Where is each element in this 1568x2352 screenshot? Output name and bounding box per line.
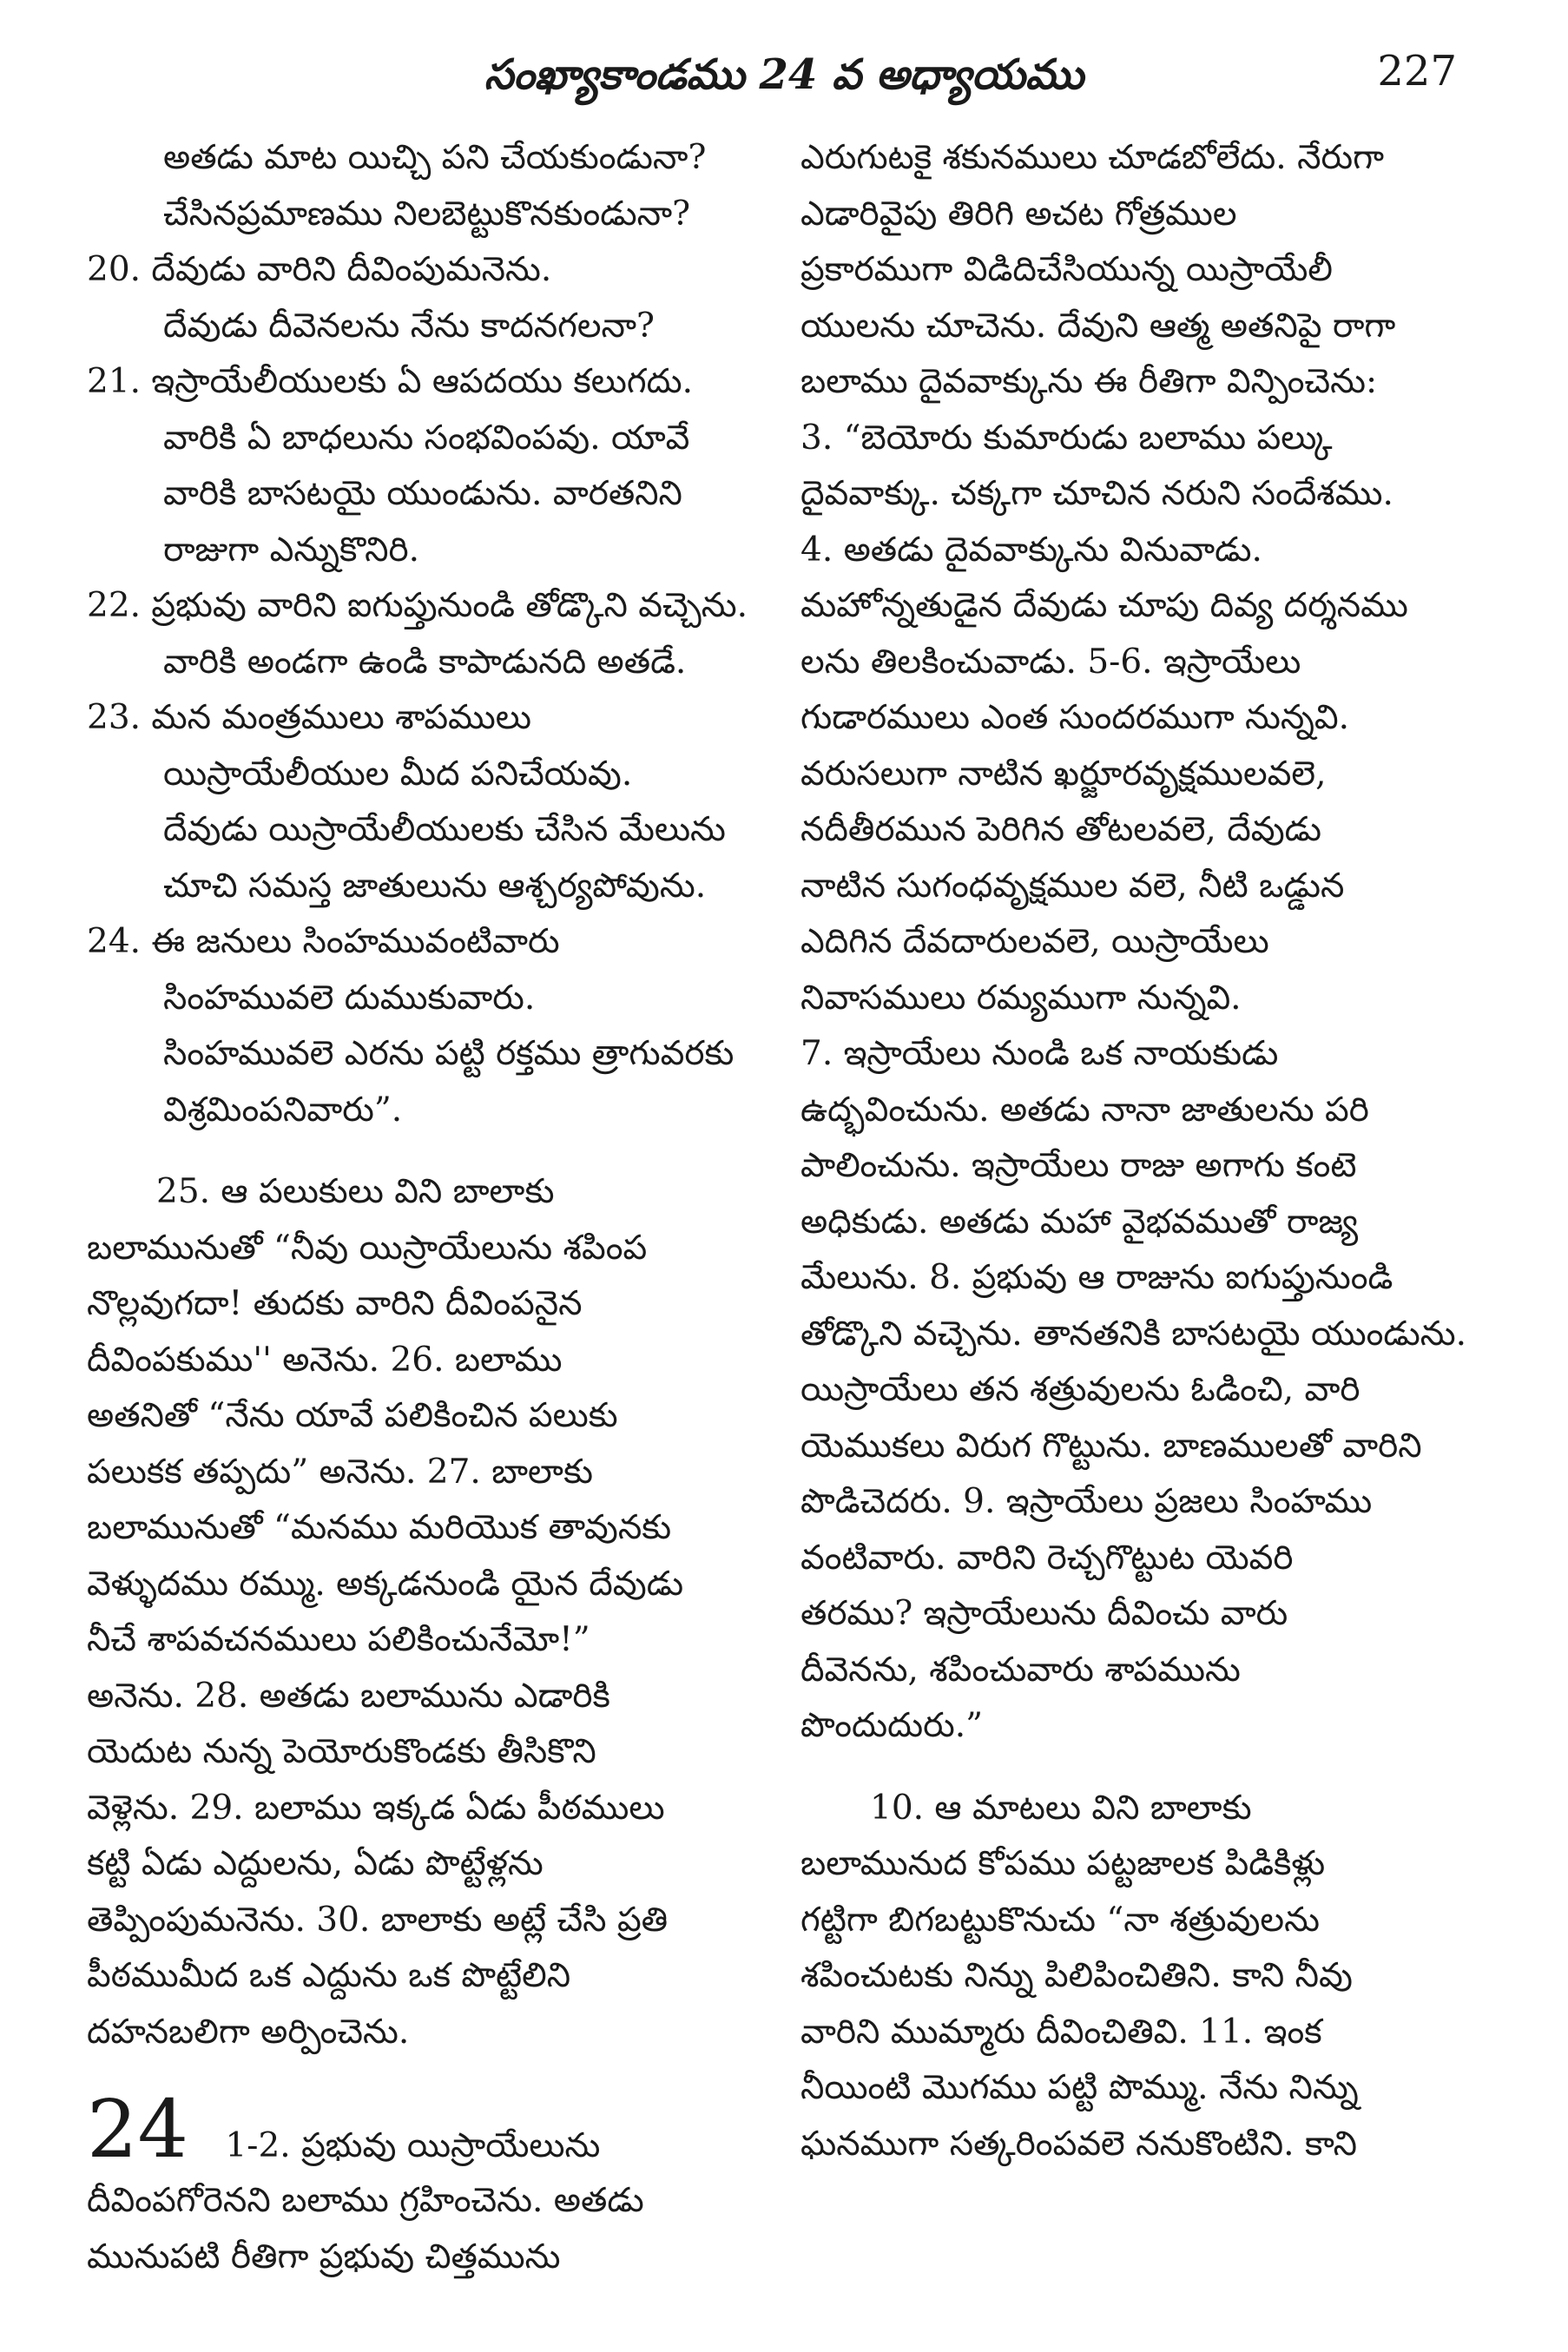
- prose-line: తరము? ఇస్రాయేలును దీవించు వారు: [800, 1594, 1288, 1633]
- running-head: [0, 35, 1568, 113]
- verse-line: రాజుగా ఎన్నుకొనిరి.: [163, 530, 420, 570]
- prose-line: 10. ఆ మాటలు విని బాలాకు: [870, 1788, 1252, 1828]
- prose-line: దీవింపకుము'' అనెను. 26. బలాము: [87, 1340, 563, 1380]
- prose-line: వంటివారు. వారిని రెచ్చగొట్టుట యెవరి: [800, 1538, 1294, 1578]
- prose-line: 4. అతడు దైవవాక్కును వినువాడు.: [800, 530, 1262, 570]
- page-number: 227: [1377, 47, 1457, 96]
- verse-line: వారికి బాసటయై యుండును. వారతనిని: [163, 474, 682, 513]
- verse-line: 20. దేవుడు వారిని దీవింపుమనెను.: [87, 250, 552, 289]
- prose-line: నదీతీరమున పెరిగిన తోటలవలె, దేవుడు: [800, 810, 1322, 849]
- verse-line: వారికి ఏ బాధలును సంభవింపవు. యావే: [163, 418, 690, 458]
- left-column: [87, 130, 764, 2285]
- paragraph-gap: [800, 1755, 1469, 1781]
- prose-line: పలుకక తప్పదు” అనెను. 27. బాలాకు: [87, 1452, 593, 1492]
- prose-line: పీఠముమీద ఒక ఎద్దును ఒక పొట్టేలిని: [87, 1956, 571, 1995]
- prose-line: అతనితో “నేను యావే పలికించిన పలుకు: [87, 1396, 618, 1435]
- prose-line: 7. ఇస్రాయేలు నుండి ఒక నాయకుడు: [800, 1034, 1279, 1073]
- verse-line: 21. ఇస్రాయేలీయులకు ఏ ఆపదయు కలుగదు.: [87, 362, 694, 401]
- prose-line: గట్టిగా బిగబట్టుకొనుచు “నా శత్రువులను: [800, 1900, 1320, 1940]
- prose-line: నొల్లవుగదా! తుదకు వారిని దీవింపనైన: [87, 1284, 583, 1323]
- prose-line: ఎరుగుటకై శకునములు చూడబోలేదు. నేరుగా: [800, 138, 1384, 177]
- prose-line: దహనబలిగా అర్పించెను.: [87, 2012, 410, 2052]
- verse-line: దేవుడు యిస్రాయేలీయులకు చేసిన మేలును: [163, 810, 726, 849]
- prose-line: దైవవాక్కు. చక్కగా చూచిన నరుని సందేశము.: [800, 474, 1393, 513]
- verse-line: వారికి అండగా ఉండి కాపాడునది అతడే.: [163, 642, 687, 682]
- prose-line: మేలును. 8. ప్రభువు ఆ రాజును ఐగుప్తునుండి: [800, 1258, 1393, 1297]
- prose-line: వెళ్ళుదము రమ్ము. అక్కడనుండి యైన దేవుడు: [87, 1564, 684, 1604]
- chapter-number: 24: [87, 2086, 189, 2173]
- prose-line: పొడిచెదరు. 9. ఇస్రాయేలు ప్రజలు సింహము: [800, 1482, 1373, 1521]
- paragraph-gap: [87, 1138, 764, 1164]
- prose-line: అధికుడు. అతడు మహా వైభవముతో రాజ్య: [800, 1202, 1359, 1242]
- prose-line: దీవెనను, శపించువారు శాపమును: [800, 1650, 1241, 1690]
- prose-line: పాలించును. ఇస్రాయేలు రాజు అగాగు కంటె: [800, 1146, 1357, 1185]
- right-column: [800, 130, 1469, 2172]
- prose-line: బలామునుతో “మనము మరియొక తావునకు: [87, 1508, 672, 1547]
- verse-line: 23. మన మంత్రములు శాపములు: [87, 698, 531, 737]
- prose-line: వారిని ముమ్మారు దీవించితివి. 11. ఇంక: [800, 2012, 1322, 2052]
- prose-line: 25. ఆ పలుకులు విని బాలాకు: [156, 1172, 555, 1211]
- prose-line: ఉద్భవించును. అతడు నానా జాతులను పరి: [800, 1090, 1369, 1130]
- running-title: సంఖ్యాకాండము 24 వ అధ్యాయము: [484, 50, 1084, 99]
- prose-line: అనెను. 28. అతడు బలామును ఎడారికి: [87, 1676, 610, 1716]
- prose-line: నీయింటి మొగము పట్టి పొమ్ము. నేను నిన్ను: [800, 2068, 1359, 2107]
- verse-line: సింహమువలె ఎరను పట్టి రక్తము త్రాగువరకు: [163, 1034, 735, 1073]
- prose-line: నివాసములు రమ్యముగా నున్నవి.: [800, 978, 1242, 1018]
- prose-line: వరుసలుగా నాటిన ఖర్జూరవృక్షములవలె,: [800, 754, 1327, 794]
- prose-line: యెముకలు విరుగ గొట్టును. బాణములతో వారిని: [800, 1426, 1422, 1466]
- verse-line: చూచి సమస్త జాతులును ఆశ్చర్యపోవును.: [163, 866, 707, 906]
- prose-line: మహోన్నతుడైన దేవుడు చూపు దివ్య దర్శనము: [800, 586, 1408, 625]
- verse-line: చేసినప్రమాణము నిలబెట్టుకొనకుండునా?: [163, 194, 691, 234]
- prose-line: బలామునుద కోపము పట్టజాలక పిడికిళ్లు: [800, 1844, 1326, 1883]
- prose-line: యెదుట నున్న పెయోరుకొండకు తీసికొని: [87, 1732, 596, 1771]
- prose-line: కట్టి ఏడు ఎద్దులను, ఏడు పొట్టేళ్లను: [87, 1844, 544, 1883]
- verse-line: యిస్రాయేలీయుల మీద పనిచేయవు.: [163, 754, 633, 794]
- prose-line: యులను చూచెను. దేవుని ఆత్మ అతనిపై రాగా: [800, 306, 1396, 346]
- prose-line: దీవింపగోరెనని బలాము గ్రహించెను. అతడు: [87, 2181, 644, 2220]
- prose-line: ఎదిగిన దేవదారులవలె, యిస్రాయేలు: [800, 922, 1269, 961]
- chapter-first-line: 1-2. ప్రభువు యిస్రాయేలును: [225, 2126, 601, 2165]
- prose-line: ప్రకారముగా విడిదిచేసియున్న యిస్రాయేలీ: [800, 250, 1333, 289]
- chapter-opening: [87, 2086, 764, 2173]
- prose-line: శపించుటకు నిన్ను పిలిపించితిని. కాని నీవు: [800, 1956, 1353, 1995]
- prose-line: తెప్పింపుమనెను. 30. బాలాకు అట్లే చేసి ప్రతి: [87, 1900, 669, 1940]
- prose-line: నీచే శాపవచనములు పలికించునేమో!”: [87, 1620, 590, 1659]
- verse-line: 22. ప్రభువు వారిని ఐగుప్తునుండి తోడ్కొని వచ్చెను.: [87, 586, 748, 625]
- prose-line: 3. “బెయోరు కుమారుడు బలాము పల్కు: [800, 418, 1333, 458]
- prose-line: యిస్రాయేలు తన శత్రువులను ఓడించి, వారి: [800, 1370, 1360, 1409]
- verse-line: అతడు మాట యిచ్చి పని చేయకుండునా?: [163, 138, 707, 177]
- verse-line: 24. ఈ జనులు సింహమువంటివారు: [87, 922, 560, 961]
- prose-line: మునుపటి రీతిగా ప్రభువు చిత్తమును: [87, 2237, 561, 2276]
- prose-line: లను తిలకించువాడు. 5-6. ఇస్రాయేలు: [800, 642, 1301, 682]
- prose-line: పొందుదురు.”: [800, 1706, 984, 1745]
- prose-line: ఘనముగా సత్కరింపవలె ననుకొంటిని. కాని: [800, 2124, 1357, 2164]
- verse-line: విశ్రమింపనివారు”.: [163, 1090, 403, 1130]
- prose-line: ఎడారివైపు తిరిగి అచట గోత్రముల: [800, 194, 1237, 234]
- verse-line: దేవుడు దీవెనలను నేను కాదనగలనా?: [163, 306, 655, 346]
- prose-line: గుడారములు ఎంత సుందరముగా నున్నవి.: [800, 698, 1350, 737]
- prose-line: వెళ్లెను. 29. బలాము ఇక్కడ ఏడు పీఠములు: [87, 1788, 665, 1828]
- prose-line: బలామునుతో “నీవు యిస్రాయేలును శపింప: [87, 1228, 648, 1268]
- prose-line: తోడ్కొని వచ్చెను. తానతనికి బాసటయై యుండును.: [800, 1314, 1466, 1354]
- paragraph-gap: [87, 2060, 764, 2086]
- verse-line: సింహమువలె దుముకువారు.: [163, 978, 536, 1018]
- prose-line: బలాము దైవవాక్కును ఈ రీతిగా విన్పించెను:: [800, 362, 1378, 401]
- prose-line: నాటిన సుగంధవృక్షముల వలె, నీటి ఒడ్డున: [800, 866, 1345, 906]
